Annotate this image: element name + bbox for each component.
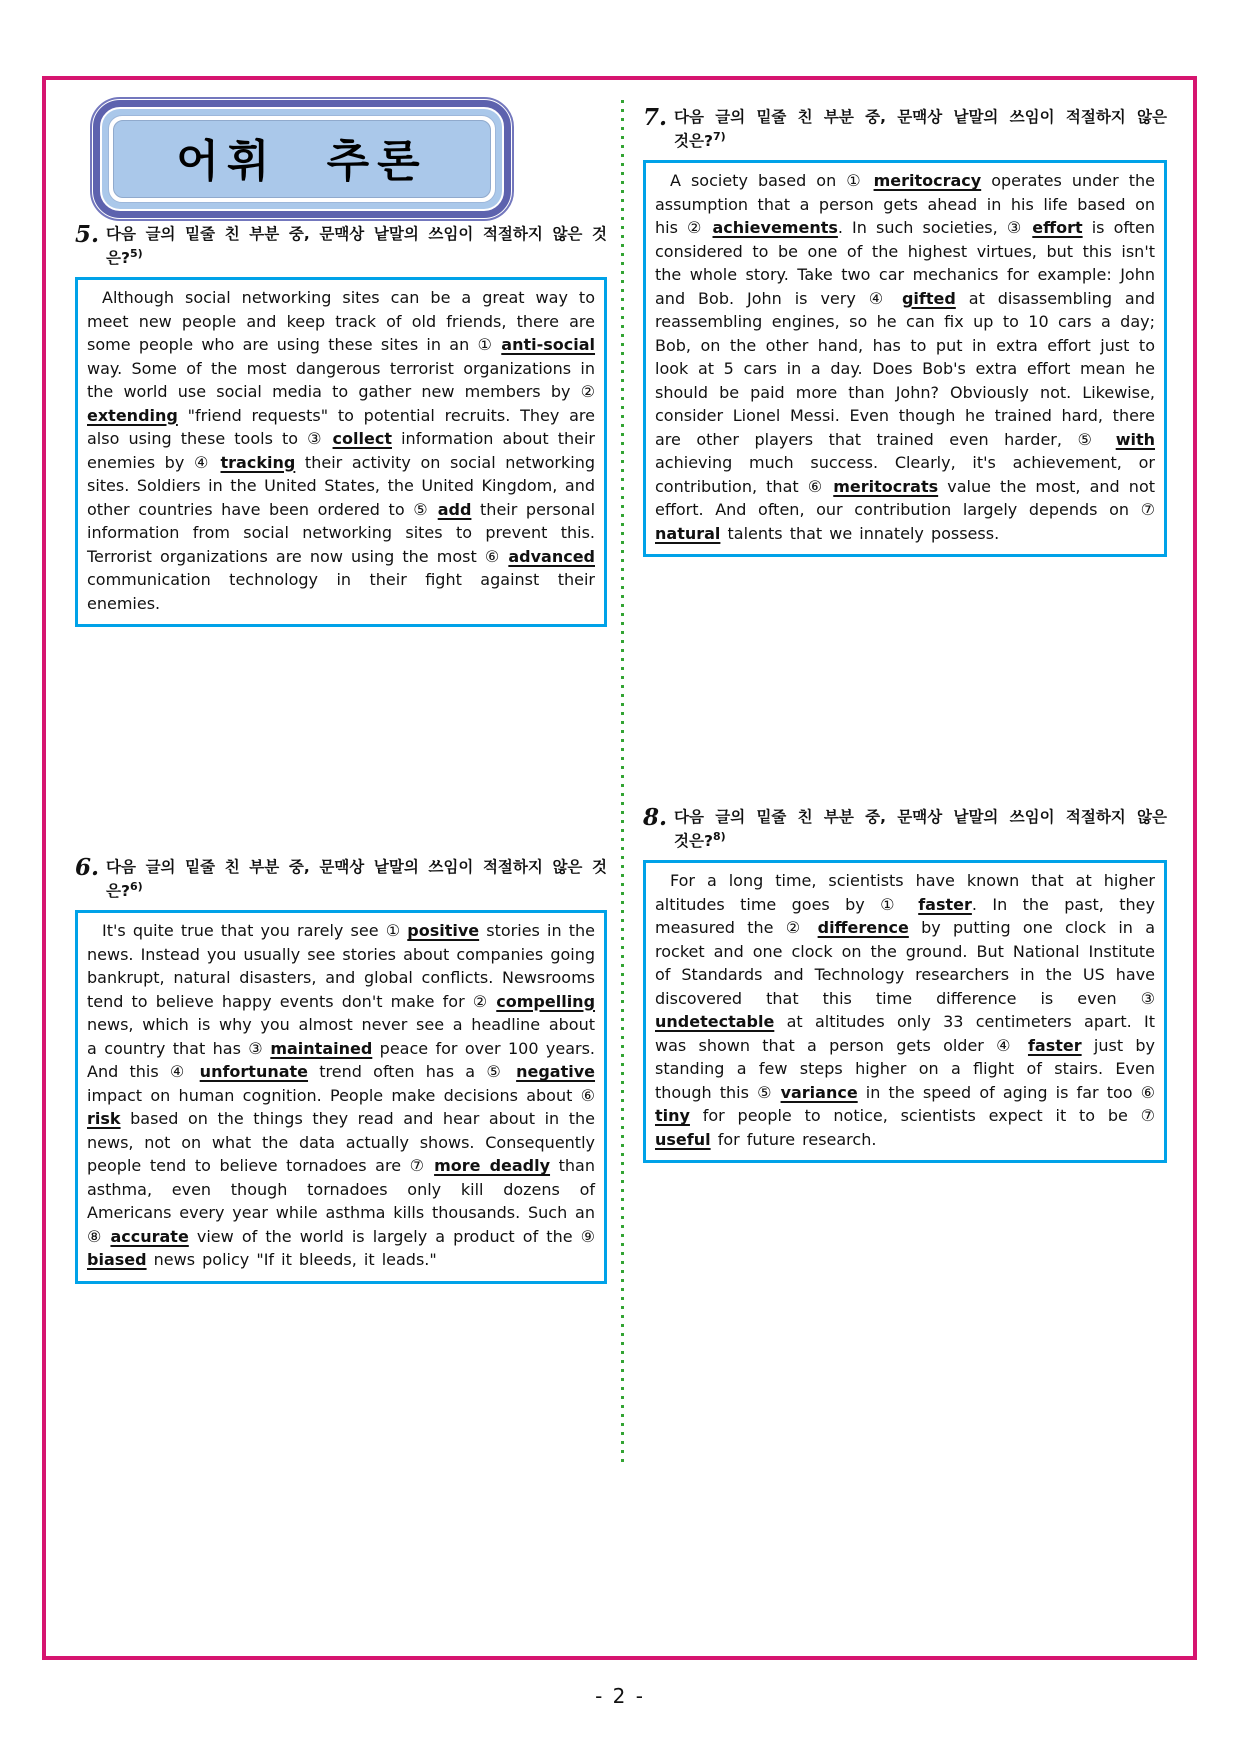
- circled-number: ①: [477, 335, 494, 355]
- underlined-word: achievements: [712, 218, 838, 238]
- circled-number: ②: [580, 382, 595, 402]
- question-5-header: [75, 222, 607, 270]
- circled-number: ⑦: [409, 1156, 426, 1176]
- underlined-word: faster: [1027, 1035, 1082, 1055]
- underlined-word: meritocracy: [873, 171, 982, 191]
- underlined-word: unfortunate: [199, 1062, 309, 1082]
- circled-number: ③: [248, 1038, 263, 1058]
- question-prompt: [674, 805, 1167, 853]
- passage-box: [75, 277, 607, 627]
- circled-number: ⑨: [580, 1226, 595, 1246]
- footnote-ref: 5): [129, 246, 143, 260]
- circled-number: ②: [687, 218, 704, 238]
- circled-number: ⑦: [1140, 500, 1155, 520]
- column-divider: [621, 100, 624, 1465]
- underlined-word: collect: [332, 429, 392, 449]
- banner-band: [102, 109, 502, 209]
- underlined-word: tracking: [220, 452, 296, 472]
- question-prompt: [106, 855, 607, 903]
- circled-number: ④: [996, 1035, 1016, 1055]
- question-prompt: [106, 222, 607, 270]
- underlined-word: more deadly: [434, 1156, 551, 1176]
- circled-number: ⑦: [1140, 1106, 1155, 1126]
- banner-inner-frame: [108, 115, 496, 203]
- prompt-text: 다음 글의 밑줄 친 부분 중, 문맥상 낱말의 쓰임이 적절하지 않은 것은?: [674, 108, 1167, 151]
- underlined-word: positive: [407, 921, 480, 941]
- title-banner: [90, 97, 514, 221]
- circled-number: ④: [169, 1062, 189, 1082]
- prompt-text: 다음 글의 밑줄 친 부분 중, 문맥상 낱말의 쓰임이 적절하지 않은 것은?: [674, 808, 1167, 851]
- circled-number: ③: [307, 429, 324, 449]
- underlined-word: advanced: [508, 546, 595, 566]
- question-number: 6.: [75, 854, 100, 881]
- underlined-word: useful: [655, 1129, 711, 1149]
- footnote-ref: 7): [712, 129, 726, 143]
- question-5: [75, 222, 607, 627]
- underlined-word: effort: [1032, 218, 1083, 238]
- underlined-word: extending: [87, 405, 178, 425]
- passage-text: It's quite true that you rarely see ① positive stories in the news. Instead you usually see stories about companies going bankrupt, natural disasters, and global conflicts. Newsrooms tend to believe happy events don't make for ② compelling news, which is why you almost never see a headline about a country that has ③ maintained peace for over 100 years. And this ④ unfortunate trend often has a ⑤ negative impact on human cognition. People make decisions about ⑥ risk based on the things they read and hear about in the news, not on what the data actually shows. Consequently people tend to believe tornadoes are ⑦ more deadly than asthma, even though tornadoes only kill dozens of Americans every year while asthma kills thousands. Such an ⑧ accurate view of the world is largely a product of the ⑨ biased news policy "If it bleeds, it leads.": [87, 921, 596, 1270]
- circled-number: ⑥: [1140, 1082, 1155, 1102]
- circled-number: ②: [785, 918, 806, 938]
- underlined-word: compelling: [496, 991, 596, 1011]
- underlined-word: meritocrats: [833, 476, 939, 496]
- underlined-word: natural: [655, 523, 721, 543]
- passage-box: [75, 910, 607, 1284]
- underlined-word: difference: [817, 918, 909, 938]
- question-number: 7.: [643, 104, 668, 131]
- circled-number: ⑧: [87, 1226, 103, 1246]
- underlined-word: risk: [87, 1109, 121, 1129]
- underlined-word: variance: [780, 1082, 858, 1102]
- circled-number: ⑥: [580, 1085, 595, 1105]
- question-prompt: [674, 105, 1167, 153]
- circled-number: ①: [846, 171, 864, 191]
- question-8: [643, 805, 1167, 1163]
- circled-number: ③: [1140, 988, 1155, 1008]
- circled-number: ⑤: [486, 1062, 505, 1082]
- circled-number: ⑤: [1077, 429, 1101, 449]
- prompt-text: 다음 글의 밑줄 친 부분 중, 문맥상 낱말의 쓰임이 적절하지 않은 것은?: [106, 225, 607, 268]
- circled-number: ⑤: [757, 1082, 773, 1102]
- question-7-header: [643, 105, 1167, 153]
- circled-number: ③: [1006, 218, 1024, 238]
- question-6-header: [75, 855, 607, 903]
- circled-number: ④: [193, 452, 211, 472]
- underlined-word: gifted: [901, 288, 956, 308]
- underlined-word: biased: [87, 1250, 147, 1270]
- underlined-word: faster: [918, 894, 972, 914]
- prompt-text: 다음 글의 밑줄 친 부분 중, 문맥상 낱말의 쓰임이 적절하지 않은 것은?: [106, 858, 607, 901]
- passage-text: Although social networking sites can be a great way to meet new people and keep track of old friends, there are some people who are using these sites in an ① anti-social way. Some of the most dangerous terrorist organizations in the world use social media to gather new members by ② extending "friend requests" to potential recruits. They are also using these tools to ③ collect information about their enemies by ④ tracking their activity on social networking sites. Soldiers in the United States, the United Kingdom, and other countries have been ordered to ⑤ add their personal information from social networking sites to prevent this. Terrorist organizations are now using the most ⑥ advanced communication technology in their fight against their enemies.: [87, 288, 596, 613]
- underlined-word: undetectable: [655, 1012, 775, 1032]
- underlined-word: accurate: [110, 1226, 189, 1246]
- passage-box: [643, 860, 1167, 1163]
- circled-number: ②: [472, 991, 489, 1011]
- footnote-ref: 6): [129, 879, 143, 893]
- circled-number: ④: [868, 288, 889, 308]
- question-6: [75, 855, 607, 1284]
- passage-box: [643, 160, 1167, 557]
- banner-border-outer: [90, 97, 514, 221]
- underlined-word: with: [1115, 429, 1156, 449]
- circled-number: ①: [385, 921, 401, 941]
- question-7: [643, 105, 1167, 557]
- circled-number: ⑤: [413, 499, 430, 519]
- page-title: 어휘 추론: [113, 120, 491, 198]
- question-number: 8.: [643, 804, 668, 831]
- underlined-word: add: [437, 499, 472, 519]
- underlined-word: tiny: [655, 1106, 690, 1126]
- passage-text: A society based on ① meritocracy operates under the assumption that a person gets ahead in his life based on his ② achievements. In such societies, ③ effort is often considered to be one of the highest virtues, but this isn't the whole story. Take two car mechanics for example: John and Bob. John is very ④ gifted at disassembling and reassembling engines, so he can fix up to 10 cars a day; Bob, on the other hand, has to put in extra effort just to look at 5 cars in a day. Does Bob's extra effort mean he should be paid more than John? Obviously not. Likewise, consider Lionel Messi. Even though he trained hard, there are other players that trained even harder, ⑤ with achieving much success. Clearly, it's achievement, or contribution, that ⑥ meritocrats value the most, and not effort. And often, our contribution largely depends on ⑦ natural talents that we innately possess.: [655, 171, 1156, 543]
- circled-number: ①: [880, 894, 903, 914]
- passage-text: For a long time, scientists have known that at higher altitudes time goes by ① faster. In the past, they measured the ② difference by putting one clock in a rocket and one clock on the ground. But National Institute of Standards and Technology researchers in the US have discovered that this time difference is even ③ undetectable at altitudes only 33 centimeters apart. It was shown that a person gets older ④ faster just by standing a few steps higher on a flight of stairs. Even though this ⑤ variance in the speed of aging is far too ⑥ tiny for people to notice, scientists expect it to be ⑦ useful for future research.: [655, 871, 1156, 1149]
- underlined-word: negative: [516, 1062, 596, 1082]
- question-number: 5.: [75, 221, 100, 248]
- circled-number: ⑥: [484, 546, 501, 566]
- banner-border-mid: [93, 100, 511, 218]
- page-number: - 2 -: [595, 1684, 645, 1708]
- underlined-word: maintained: [270, 1038, 373, 1058]
- footnote-ref: 8): [712, 829, 726, 843]
- circled-number: ⑥: [807, 476, 825, 496]
- underlined-word: anti-social: [501, 335, 596, 355]
- question-8-header: [643, 805, 1167, 853]
